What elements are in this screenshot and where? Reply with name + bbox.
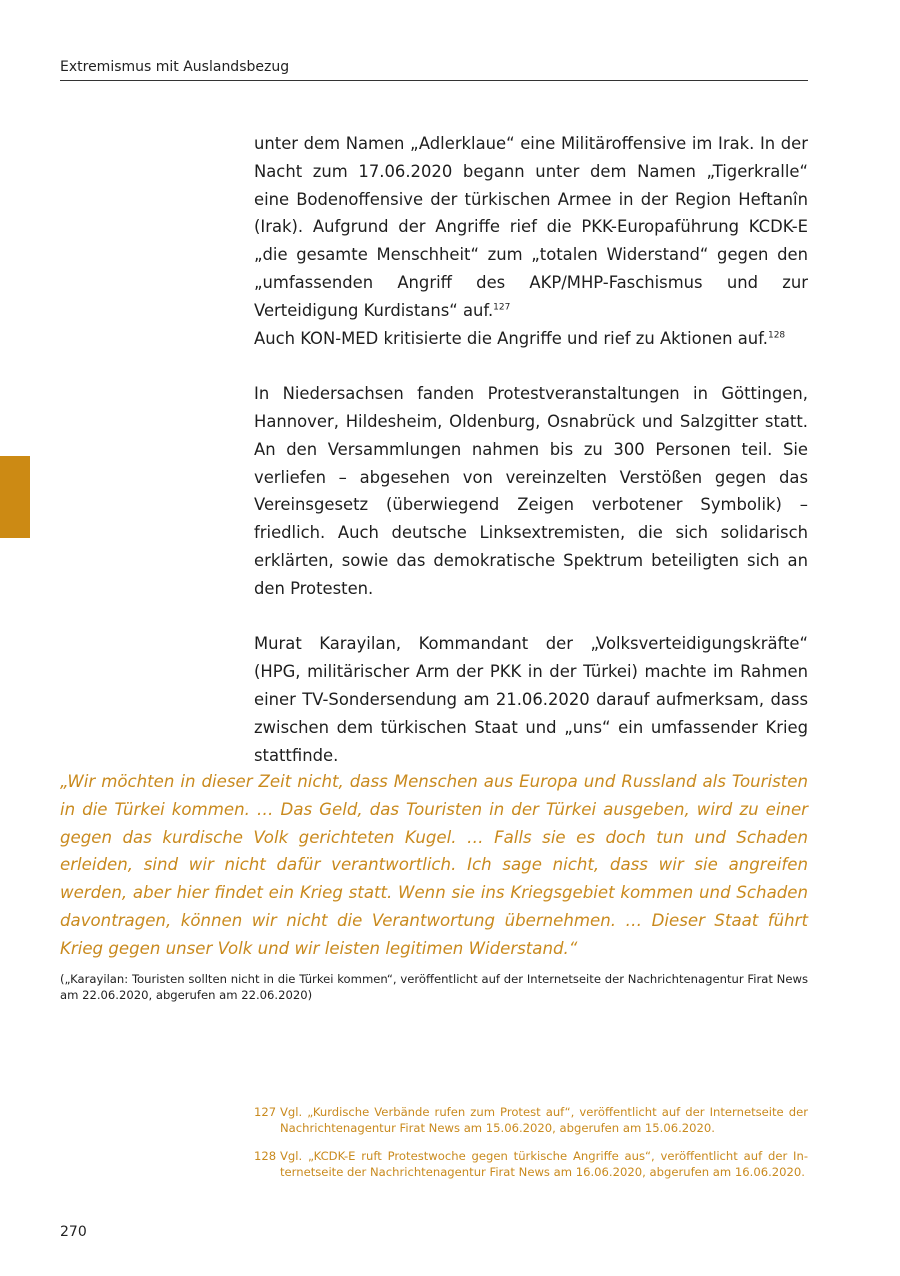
footnote-128 bbox=[254, 1148, 808, 1180]
footnote-127 bbox=[254, 1104, 808, 1136]
footnote-number: 127 bbox=[254, 1105, 277, 1119]
footnote-text: Vgl. „KCDK-E ruft Protestwoche gegen türkische Angriffe aus“, veröffentlicht auf der Internetseite der Nachrichtenagentur Firat News am 16.06.2020, abgerufen am 16.06.2020. bbox=[280, 1149, 808, 1179]
paragraph-offensive bbox=[254, 130, 808, 325]
running-header: Extremismus mit Auslandsbezug bbox=[60, 57, 808, 81]
paragraph-karayilan: Murat Karayilan, Kommandant der „Volksverteidigungskräfte“ (HPG, militärischer Arm der PKK in der Türkei) machte im Rahmen einer TV-Sondersendung am 21.06.2020 darauf aufmerksam, dass zwischen dem türkischen Staat und „uns“ ein umfassender Krieg stattfinde. bbox=[254, 634, 808, 765]
paragraph-spacer bbox=[254, 352, 808, 380]
paragraph-offensive-text: unter dem Namen „Adlerklaue“ eine Militäroffensive im Irak. In der Nacht zum 17.06.2020 begann unter dem Namen „Tigerkralle“ eine Bodenoffensive der türkischen Armee in der Region Heftanîn (Irak). Aufgrund der Angriffe rief die PKK-Europaführung KCDK-E „die gesamte Menschheit“ zum „totalen Widerstand“ gegen den „umfassenden Angriff des AKP/MHP-Faschismus und zur Verteidigung Kurdistans“ auf. bbox=[254, 134, 808, 320]
main-text bbox=[254, 130, 808, 769]
footnote-number: 128 bbox=[254, 1149, 277, 1163]
footnote-ref-128[interactable]: 128 bbox=[767, 330, 786, 341]
footnotes bbox=[254, 1104, 808, 1192]
footnote-ref-127[interactable]: 127 bbox=[493, 302, 511, 313]
paragraph-niedersachsen: In Niedersachsen fanden Protestveranstaltungen in Göttingen, Hannover, Hildesheim, Oldenburg, Osnabrück und Salzgitter statt. An den Versammlungen nahmen bis zu 300 Personen teil. Sie verliefen – abgesehen von vereinzelten Verstößen gegen das Vereinsgesetz (überwiegend Zeigen verbotener Symbolik) – friedlich. Auch deutsche Linksextremisten, die sich solidarisch erklärten, sowie das demokratische Spektrum beteiligten sich an den Protesten. bbox=[254, 384, 808, 598]
page-number: 270 bbox=[60, 1224, 87, 1240]
paragraph-kon-med-text: Auch KON-MED kritisierte die Angriffe und rief zu Aktionen auf. bbox=[254, 328, 768, 348]
paragraph-spacer bbox=[254, 603, 808, 631]
paragraph-kon-med bbox=[254, 325, 808, 353]
chapter-tab-marker bbox=[0, 456, 30, 538]
block-quote: „Wir möchten in dieser Zeit nicht, dass Menschen aus Europa und Russland als Touristen in die Türkei kommen. … Das Geld, das Touristen in der Türkei ausgeben, wird zu einer gegen das kurdische Volk gerichteten Kugel. … Falls sie es doch tun und Schaden erleiden, sind wir nicht dafür verantwortlich. Ich sage nicht, dass wir sie angreifen werden, aber hier findet ein Krieg statt. Wenn sie ins Kriegsgebiet kommen und Schaden davontragen, können wir nicht die Verantwortung übernehmen. … Dieser Staat führt Krieg gegen unser Volk und wir leisten legitimen Widerstand.“ bbox=[60, 772, 808, 958]
footnote-text: Vgl. „Kurdische Verbände rufen zum Protest auf“, veröffentlicht auf der Internetseite der Nachrichtenagentur Firat News am 15.06.2020, abgerufen am 15.06.2020. bbox=[280, 1105, 808, 1135]
quote-source: („Karayilan: Touristen sollten nicht in die Türkei kommen“, veröffentlicht auf der Internetseite der Nachrichtenagentur Firat News am 22.06.2020, abgerufen am 22.06.2020) bbox=[60, 972, 808, 1002]
